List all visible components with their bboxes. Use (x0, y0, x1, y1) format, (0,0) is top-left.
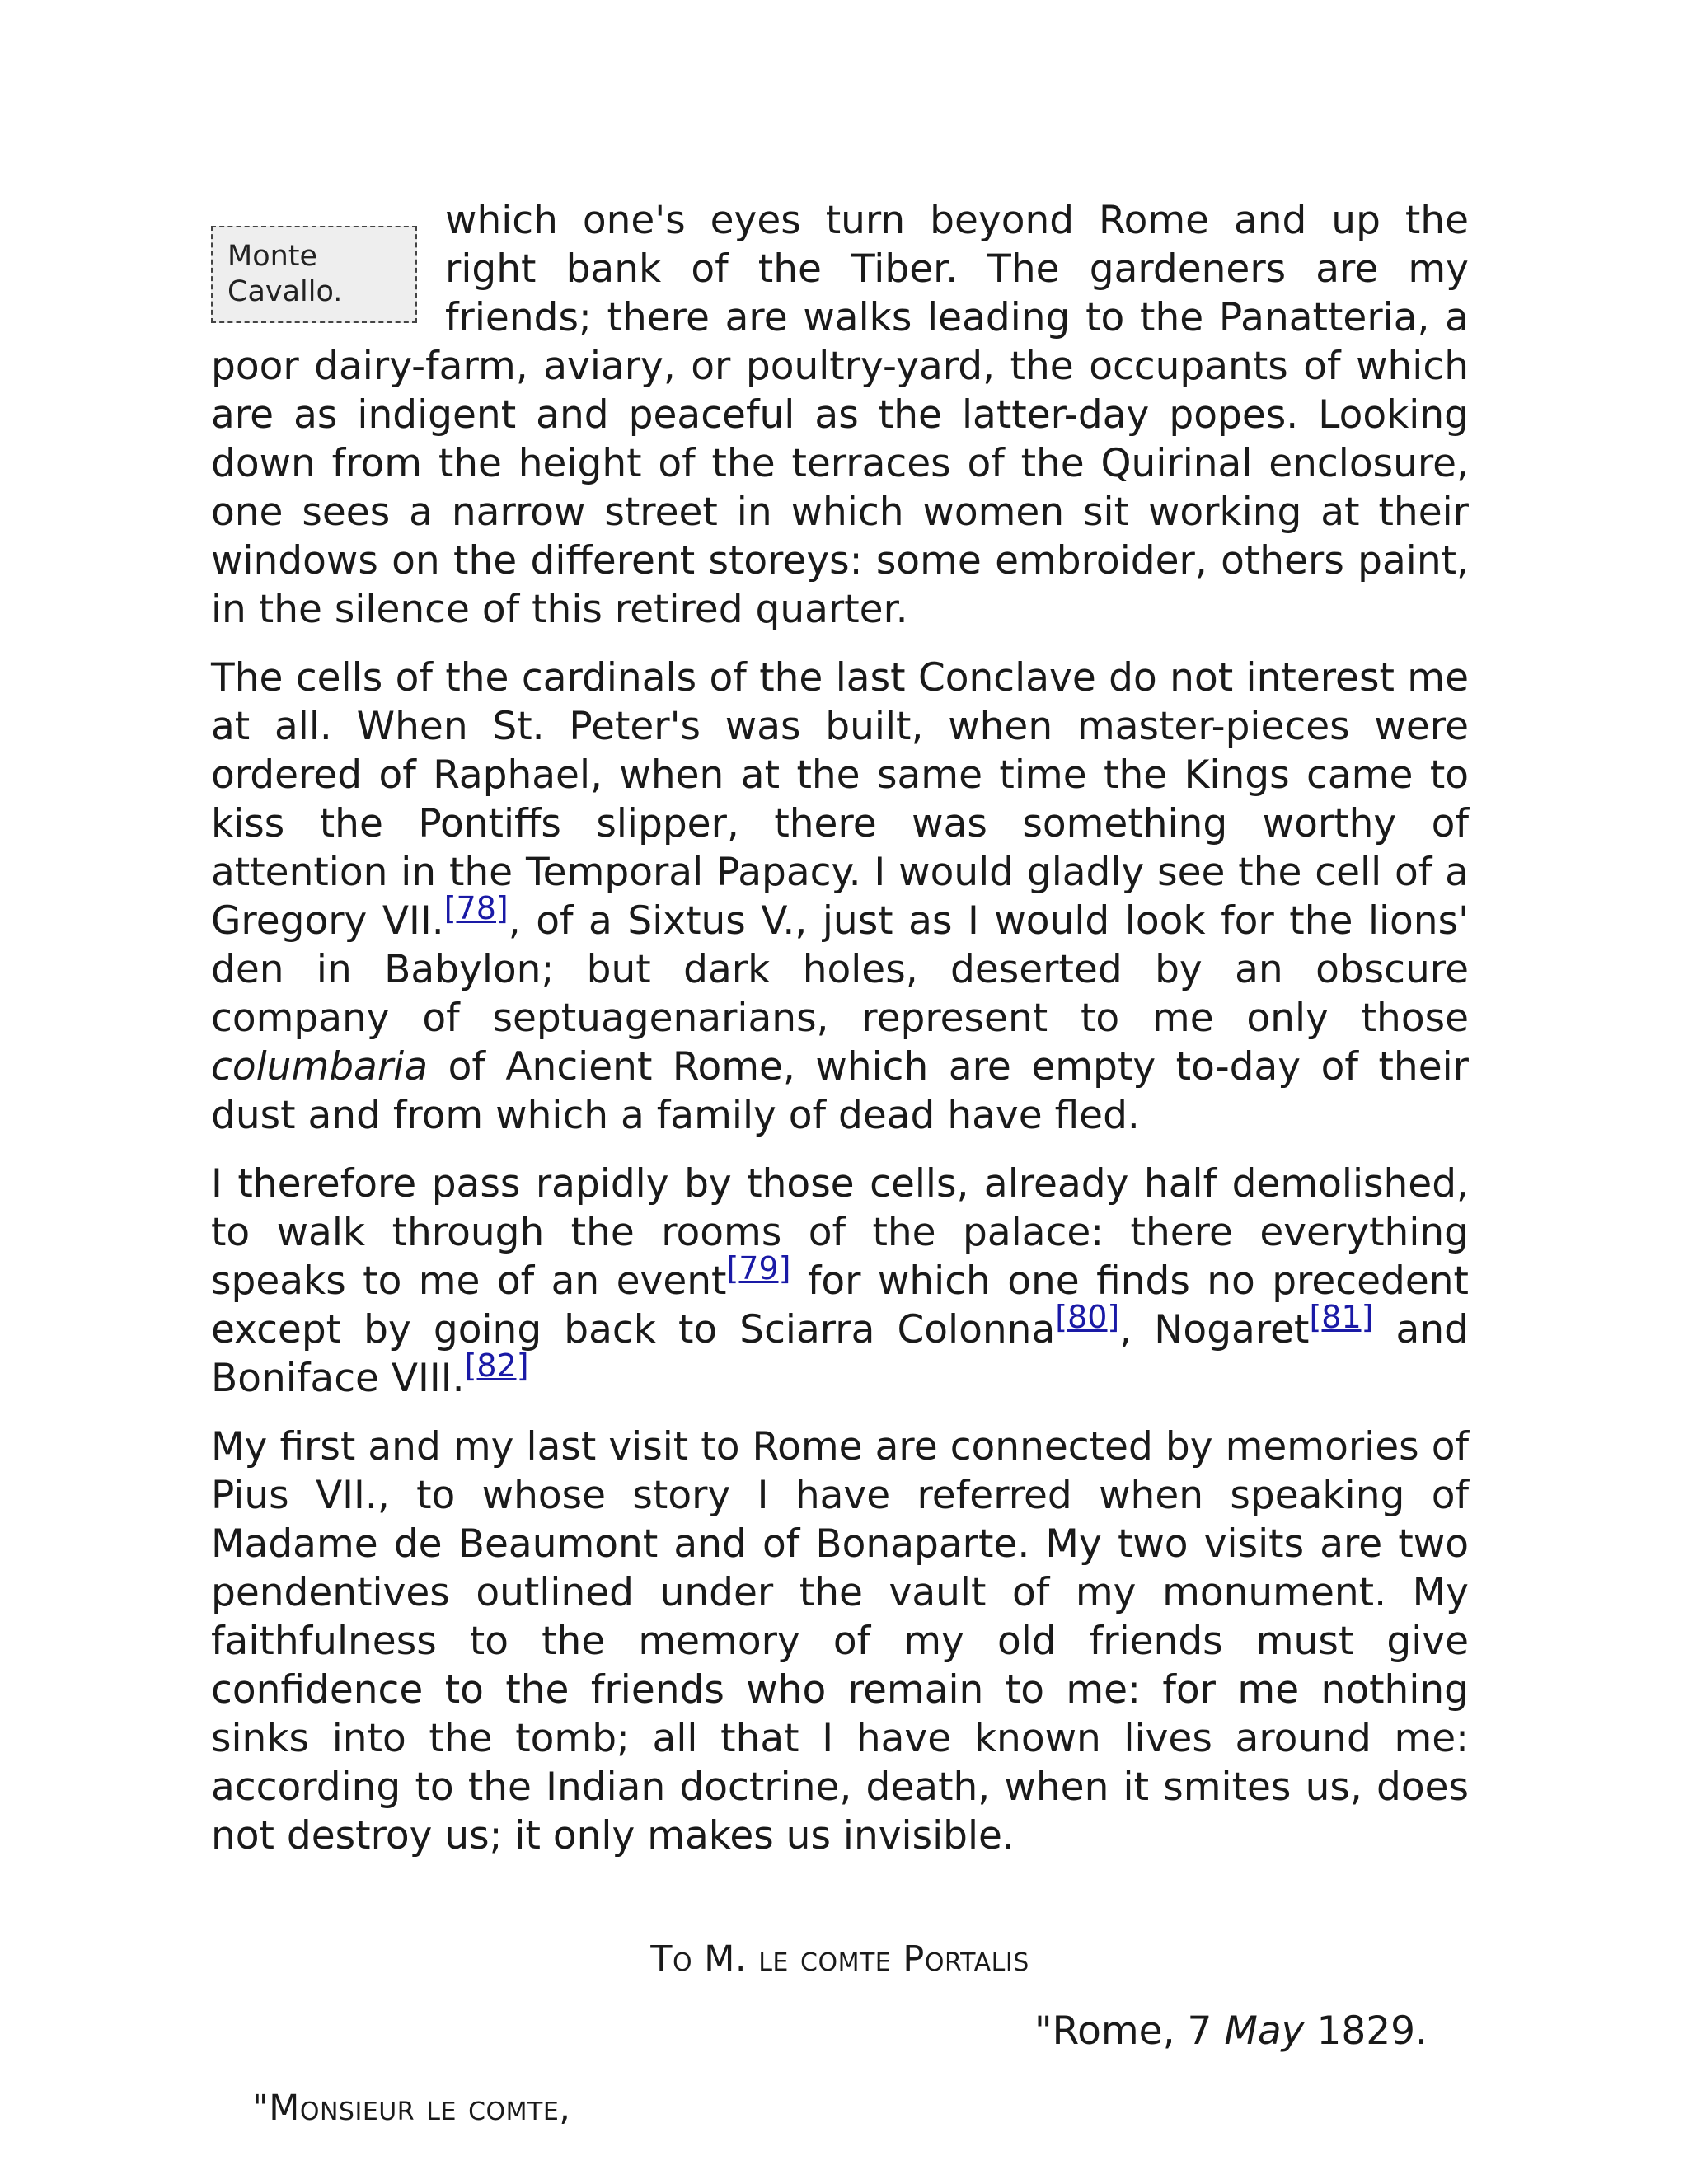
letter-dateline (211, 2007, 1469, 2055)
paragraph-4: My first and my last visit to Rome are connected by memories of Pius VII., to whose story I have referred when speaking of Madame de Beaumont and of Bonaparte. My two visits are two pendentives outlined under the vault of my monument. My faithfulness to the memory of my old friends must give confidence to the friends who remain to me: for me nothing sinks into the tomb; all that I have known lives around me: according to the Indian doctrine, death, when it smites us, does not destroy us; it only makes us invisible. (211, 1424, 1469, 1858)
paragraph-2 (211, 654, 1469, 1140)
page-content (211, 196, 1469, 2131)
footnote-ref-81 (1309, 1299, 1373, 1335)
dateline-year: 1829. (1304, 2008, 1428, 2054)
paragraph-2-text-c: of Ancient Rome, which are empty to-day of their dust and from which a family of dead have fled. (211, 1044, 1469, 1138)
paragraph-3 (211, 1160, 1469, 1403)
footnote-link-79[interactable]: [79] (726, 1250, 791, 1286)
footnote-ref-78 (444, 890, 509, 926)
footnote-link-81[interactable]: [81] (1309, 1299, 1374, 1335)
margin-note: Monte Cavallo. (211, 226, 417, 323)
letter-salutation: "Monsieur le comte, (252, 2088, 571, 2129)
footnote-link-78[interactable]: [78] (443, 890, 509, 926)
paragraph-3-text-d: and Boniface VIII. (211, 1307, 1469, 1401)
paragraph-2-italic-term: columbaria (211, 1044, 429, 1090)
footnote-link-82[interactable]: [82] (464, 1347, 529, 1384)
paragraph-2-text-a: The cells of the cardinals of the last Conclave do not interest me at all. When St. Peter's was built, when master-pieces were ordered of Raphael, when at the same time the Kings came to kiss the Pontiffs slipper, there was something worthy of attention in the Temporal Papacy. I would gladly see the cell of a Gregory VII. (211, 655, 1469, 944)
paragraph-2-text-b: , of a Sixtus V., just as I would look for the lions' den in Babylon; but dark holes, deserted by an obscure company of septuagenarians, represent to me only those (211, 898, 1470, 1041)
dateline-month: May (1224, 2008, 1305, 2054)
footnote-ref-82 (465, 1347, 529, 1384)
footnote-link-80[interactable]: [80] (1055, 1299, 1120, 1335)
paragraph-3-text-c: , Nogaret (1119, 1307, 1310, 1352)
letter-heading: To M. le comte Portalis (650, 1938, 1029, 1980)
dateline-place-day: "Rome, 7 (1034, 2008, 1225, 2054)
paragraph-3-text-b: for which one finds no precedent except by going back to Sciarra Colonna (211, 1258, 1469, 1352)
paragraph-3-text-a: I therefore pass rapidly by those cells, already half demolished, to walk through the rooms of the palace: there everything speaks to me of an event (211, 1161, 1469, 1304)
paragraph-1: which one's eyes turn beyond Rome and up the right bank of the Tiber. The gardeners are my friends; there are walks leading to the Panatteria, a poor dairy-farm, aviary, or poultry-yard, the occupants of which are as indigent and peaceful as the latter-day popes. Looking down from the height of the terraces of the Quirinal enclosure, one sees a narrow street in which women sit working at their windows on the different storeys: some embroider, others paint, in the silence of this retired quarter. (211, 198, 1469, 632)
footnote-ref-79 (726, 1250, 790, 1286)
footnote-ref-80 (1055, 1299, 1119, 1335)
